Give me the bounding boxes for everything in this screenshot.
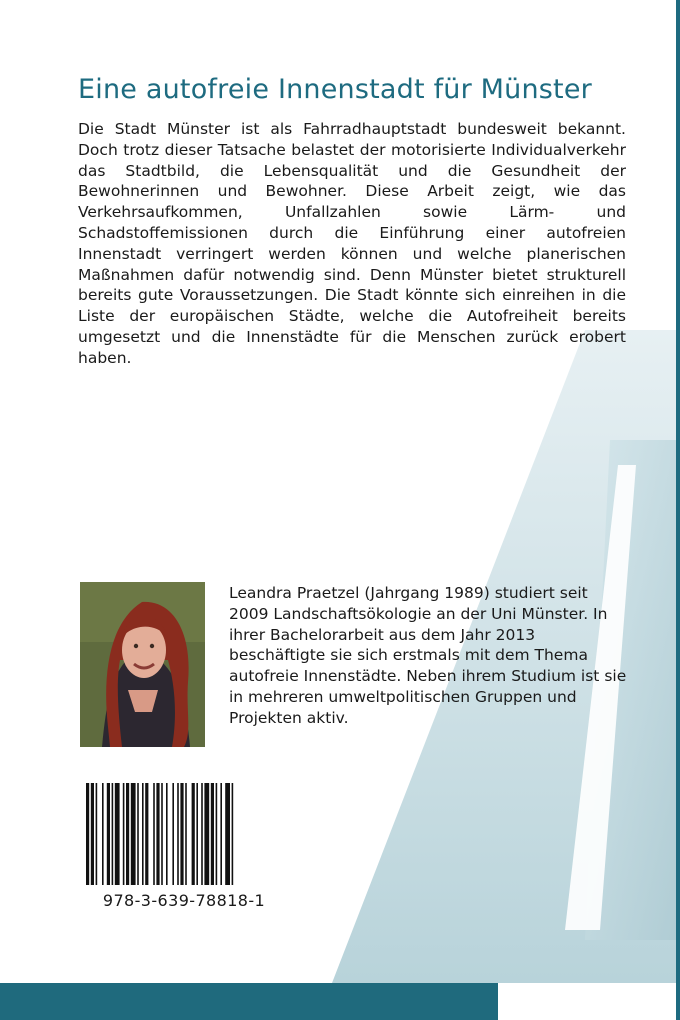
book-title: Eine autofreie Innenstadt für Münster <box>78 74 592 105</box>
barcode-icon <box>86 783 282 885</box>
book-description: Die Stadt Münster ist als Fahrradhauptstadt bundesweit bekannt. Doch trotz dieser Tatsache belastet der motorisierte Individualverkehr das Stadtbild, die Lebensqualität und die Gesundheit der Bewohnerinnen und Bewohner. Diese Arbeit zeigt, wie das Verkehrsaufkommen, Unfallzahlen sowie Lärm- und Schadstoffemissionen durch die Einführung einer autofreien Innenstadt verringert werden können und welche planerischen Maßnahmen dafür notwendig sind. Denn Münster bietet strukturell bereits gute Voraussetzungen. Die Stadt könnte sich einreihen in die Liste der europäischen Städte, welche die Autofreiheit bereits umgesetzt und die Innenstädte für die Menschen zurück erobert haben. <box>78 120 626 367</box>
right-edge-rule <box>676 0 680 1020</box>
author-bio: Leandra Praetzel (Jahrgang 1989) studiert seit 2009 Landschaftsökologie an der Uni Münster. In ihrer Bachelorarbeit aus dem Jahr 2013 beschäftigte sie sich erstmals mit dem Thema autofreie Innenstädte. Neben ihrem Studium ist sie in mehreren umweltpolitischen Gruppen und Projekten aktiv. <box>229 584 627 727</box>
bottom-color-bar <box>0 983 498 1020</box>
author-photo <box>80 582 205 747</box>
isbn-number: 978-3-639-78818-1 <box>102 891 266 910</box>
